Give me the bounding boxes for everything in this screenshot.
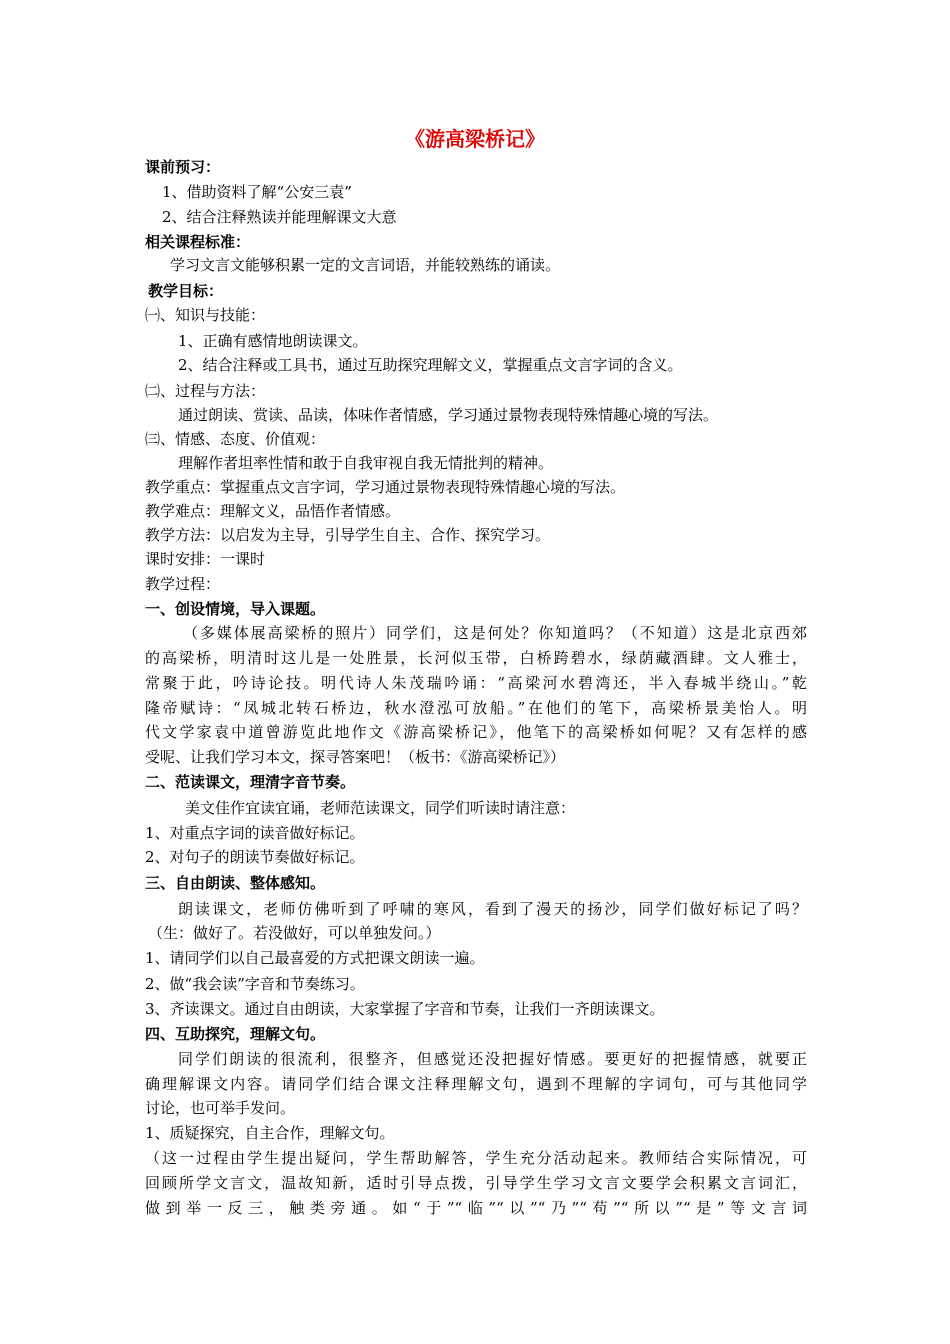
text-line: 学习文言文能够积累一定的文言词语，并能较熟练的诵读。 xyxy=(170,256,561,274)
text-line: ㈡、过程与方法： xyxy=(145,382,266,400)
text-line: 3、齐读课文。通过自由朗读，大家掌握了字音和节奏，让我们一齐朗读课文。 xyxy=(145,1000,665,1018)
text-line: 2、做“我会读”字音和节奏练习。 xyxy=(145,975,365,993)
text-line: ㈠、知识与技能： xyxy=(145,306,266,324)
text-line: 做到举一反三，触类旁通。如“于”“临”“以”“乃”“苟”“所以”“是”等文言词 xyxy=(145,1199,807,1217)
text-line: 课时安排：一课时 xyxy=(145,550,266,568)
text-line: 通过朗读、赏读、品读，体味作者情感，学习通过景物表现特殊情趣心境的写法。 xyxy=(178,406,719,424)
text-line: 1、请同学们以自己最喜爱的方式把课文朗读一遍。 xyxy=(145,949,485,967)
text-line: 代文学家袁中道曾游览此地作文《游高梁桥记》，他笔下的高梁桥如何呢？又有怎样的感 xyxy=(145,723,807,741)
text-line: 讨论，也可举手发问。 xyxy=(145,1099,296,1117)
text-line: 同学们朗读的很流利，很整齐，但感觉还没把握好情感。要更好的把握情感，就要正 xyxy=(178,1050,807,1068)
text-line: 常聚于此，吟诗论技。明代诗人朱茂瑞吟诵：“高梁河水碧湾还，半入春城半绕山。”乾 xyxy=(145,674,807,692)
text-line: 相关课程标准： xyxy=(145,233,251,251)
text-line: 一、创设情境，导入课题。 xyxy=(145,600,326,618)
text-line: 回顾所学文言文，温故知新，适时引导点拨，引导学生学习文言文要学会积累文言词汇， xyxy=(145,1174,807,1192)
text-line: 教学难点：理解文义，品悟作者情感。 xyxy=(145,502,401,520)
text-line: 二、范读课文，理清字音节奏。 xyxy=(145,773,356,791)
text-line: 受呢、让我们学习本文，探寻答案吧！（板书：《游高梁桥记》） xyxy=(145,748,566,766)
text-line: 四、互助探究，理解文句。 xyxy=(145,1025,326,1043)
text-line: 三、自由朗读、整体感知。 xyxy=(145,874,326,892)
text-line: 美文佳作宜读宜诵，老师范读课文，同学们听读时请注意： xyxy=(185,799,576,817)
text-line: 1、正确有感情地朗读课文。 xyxy=(178,332,368,350)
text-line: （多媒体展高梁桥的照片）同学们，这是何处？你知道吗？（不知道）这是北京西郊 xyxy=(183,624,807,642)
document-title: 《游高梁桥记》 xyxy=(405,127,545,151)
text-line: 朗读课文，老师仿佛听到了呼啸的寒风，看到了漫天的扬沙，同学们做好标记了吗？ xyxy=(178,900,807,918)
text-line: 教学过程： xyxy=(145,575,221,593)
text-line: 理解作者坦率性情和敢于自我审视自我无情批判的精神。 xyxy=(178,454,554,472)
text-line: 1、借助资料了解“公安三袁” xyxy=(162,183,352,201)
text-line: 教学重点：掌握重点文言字词，学习通过景物表现特殊情趣心境的写法。 xyxy=(145,478,626,496)
text-line: （生：做好了。若没做好，可以单独发问。） xyxy=(148,924,441,942)
text-line: 隆帝赋诗：“凤城北转石桥边，秋水澄泓可放船。”在他们的笔下，高梁桥景美怡人。明 xyxy=(145,699,807,717)
text-line: 1、质疑探究，自主合作，理解文句。 xyxy=(145,1124,395,1142)
text-line: 2、对句子的朗读节奏做好标记。 xyxy=(145,848,365,866)
text-line: 的高梁桥，明清时这儿是一处胜景，长河似玉带，白桥跨碧水，绿荫藏酒肆。文人雅士， xyxy=(145,649,807,667)
text-line: （这一过程由学生提出疑问，学生帮助解答，学生充分活动起来。教师结合实际情况，可 xyxy=(145,1149,807,1167)
text-line: 教学目标： xyxy=(148,282,224,300)
text-line: 教学方法：以启发为主导，引导学生自主、合作、探究学习。 xyxy=(145,526,551,544)
text-line: 2、结合注释熟读并能理解课文大意 xyxy=(162,208,397,226)
text-line: 课前预习： xyxy=(145,158,221,176)
text-line: 1、对重点字词的读音做好标记。 xyxy=(145,824,365,842)
text-line: 2、结合注释或工具书，通过互助探究理解文义，掌握重点文言字词的含义。 xyxy=(178,356,683,374)
text-line: ㈢、情感、态度、价值观： xyxy=(145,430,326,448)
text-line: 确理解课文内容。请同学们结合课文注释理解文句，遇到不理解的字词句，可与其他同学 xyxy=(145,1075,807,1093)
